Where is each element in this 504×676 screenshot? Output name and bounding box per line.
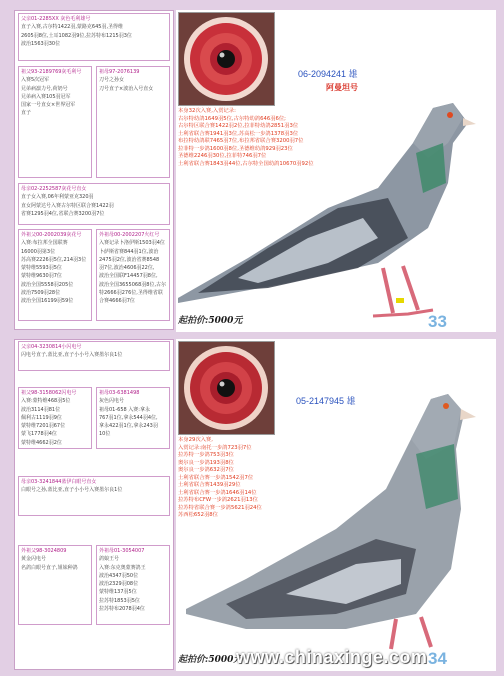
maternal-granddam-box: 外祖母00-2002207火红号 入赛记录卜洛伊斯1503羽4位 卜萨斯省赛844羽1位,波治 2475羽2位,波治省赛8548 羽7位,波治4606羽22位, 波治全国联F14457羽8位, 波治全国3655068羽8位,古尔 特2666羽276位,圣得维省联 合赛4666羽7位: [96, 229, 170, 321]
ring-number: 05-2147945 雄: [296, 396, 356, 406]
pigeon-photo-panel: [176, 339, 496, 671]
grandsire-box: 祖父93-2189769灰毛利号 入赛5次冠军 兄弟病凛力号,荷奶号 兄弟病入赛105羽冠军 国家一号直女×世界冠军 直子: [18, 66, 92, 178]
grandsire-box: 祖父98-3158062闪电号 入赛:蒙特维468羽5位 波治3114羽81位 佩利古1119羽9位 蒙特维7201羽67位 蒙飞1778羽4位 蒙特维4662羽2位: [18, 387, 92, 449]
pigeon-image: [178, 88, 478, 328]
sire-box: 父亲04-3230814小闪电号 闪电号直子,蓝比亚,直子小小号入赛墨尔良1位: [18, 341, 170, 371]
dam-box: 母亲03-3241844蓝伊白眼号直女 白眼号之孙,蓝比亚,直子小小号入赛墨尔良1位: [18, 476, 170, 516]
ring-number: 06-2094241 雄: [298, 69, 358, 79]
page-number: 34: [428, 649, 447, 668]
dam-box: 母亲02-2252587灰花号直女 直子女入赛,06年利蒙亚克320羽 直女阿蒙达号入赛古尔特区联合赛1422羽 省赛1295羽4位,省联合赛3200羽7位: [18, 183, 170, 225]
dam-ring: 母亲02-2252587灰花号直女: [21, 186, 87, 192]
maternal-grandsire-box: 外祖父98-3024809 黄金闪电号 名鸽白眼号直子,姐妹种鸽: [18, 545, 92, 625]
maternal-grandsire-box: 外祖父00-2002039灰花号 入赛:布拉邦全国联赛 16000羽第3位 苏高赛2226羽5位,214羽3位 蒙特维5593羽5位 蒙特维9630羽7位 波治全国5558羽205位 波治7509羽28位 波治全国16199羽59位: [18, 229, 92, 321]
pigeon-entry-33: [0, 0, 504, 336]
race-honors: 本身32次入赛,入赏记录: 古尔特幼鸽1649羽5位,古尔特幼鸽646羽6位; 古尔特区联合赛1422羽2位,拉菲特幼鸽2851羽3位 土利省联合赛1941羽3位,苏高松一步鸽1378羽3位 布拉特幼鸽联7465羽7位,布拉邦省联合赛3200羽7位 拉菲特一步鸽1600羽8位,圣德维幼鸽929羽23位 圣德维2246羽30位,拉菲特746羽7位 土利省联合赛1843羽44位,古尔特全国幼鸽10670羽92位: [178, 108, 314, 167]
starting-price: 起拍价:5000元: [178, 655, 243, 665]
race-honors: 本身29次入赛, 入赏记录:南托一步鸽723羽7位 拉苏特一步鸽753羽3位 奥尔良一步鸽193羽8位 奥尔良一步鸽632羽7位 土利省联合赛一步鸽1542羽7位 土利省联合赛1439羽29位 土利省联合赛一步鸽1646羽14位 拉苏特布CFW一步鸽2621羽13位 拉苏特省联合赛一步鸽5621羽24位 苏西松652羽8位: [178, 437, 262, 518]
sire-ring: 父亲01-2285XX 灰色毛利雄号: [21, 16, 91, 22]
pigeon-photo-panel: [176, 10, 496, 332]
granddam-box: 祖母97-2076139 刀号之孙女 刀号直子×波治入号直女: [96, 66, 170, 178]
sire-ring: 父亲04-3230814小闪电号: [21, 344, 82, 350]
granddam-box: 祖母03-6381498 灰色闪电号 祖母01-658 入赛:拿永 767羽1位,拿永544羽4位, 拿永422羽1位,拿永243羽 10位: [96, 387, 170, 449]
pigeon-entry-34: [0, 337, 504, 676]
dam-ring: 母亲03-3241844蓝伊白眼号直女: [21, 479, 97, 485]
pedigree-panel: [14, 10, 174, 330]
pigeon-nickname: 阿曼坦号: [326, 83, 358, 92]
starting-price: 起拍价:5000元: [178, 316, 243, 326]
sire-box: 父亲01-2285XX 灰色毛利雄号 直子入赛,古尔特1422羽,蒙路克645羽,圣得维 2605羽8位,土耳1082羽9位,拉苏特布1215羽3位 波治1563羽30位: [18, 13, 170, 61]
pedigree-panel: [14, 339, 174, 670]
page-number: 33: [428, 312, 447, 331]
maternal-granddam-box: 外祖母01-3054007 鸽娘王号 入赛:东克奥蒙赛鸽王 波治4347羽50位 波治2329羽08位 蒙特维137羽5位 拉苏特1853羽5位 拉苏特布2078羽4位: [96, 545, 170, 625]
site-watermark: www.chinaxinge.com: [236, 647, 428, 667]
pigeon-image: [186, 379, 486, 659]
